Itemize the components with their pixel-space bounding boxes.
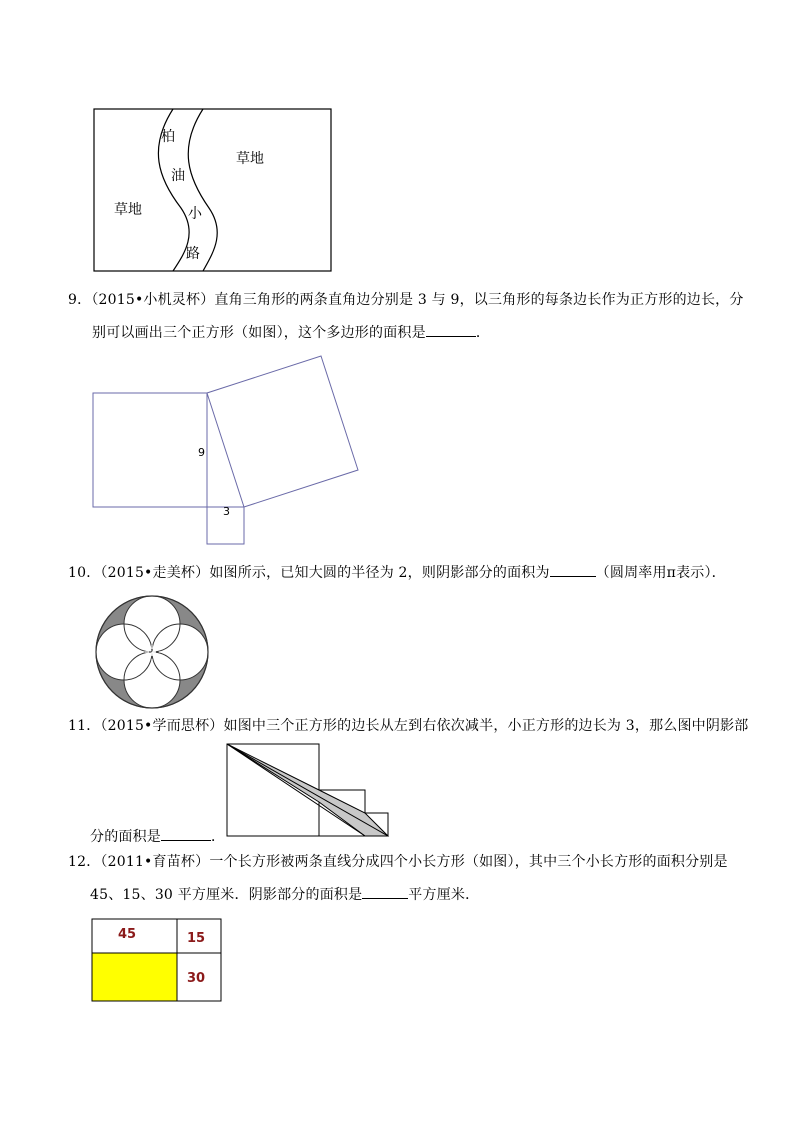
q11-end: ． (211, 829, 226, 845)
q9-line2 (92, 322, 490, 343)
q12-number: 12． (68, 854, 101, 870)
q12-line1 (68, 852, 728, 872)
q9-end: ． (475, 325, 491, 341)
cell-30: 30 (187, 971, 206, 986)
q11-line1 (68, 716, 748, 736)
grass-right-label: 草地 (236, 151, 264, 167)
q11-answer-blank[interactable] (161, 826, 211, 841)
q10-text: 如图所示，已知大圆的半径为 2，则阴影部分的面积为 (209, 565, 550, 581)
q12-source: （2011•育苗杯） (100, 854, 210, 870)
circle-figure (92, 592, 212, 712)
grass-left-label: 草地 (114, 202, 142, 218)
q12-text2a: 45、15、30 平方厘米．阴影部分的面积是 (90, 887, 363, 903)
squares-figure (90, 352, 365, 547)
q11-source: （2015•学而思杯） (100, 718, 224, 734)
q10-source: （2015•走美杯） (100, 565, 210, 581)
q10-tail: （圆周率用π表示）． (595, 565, 726, 581)
q11-line2 (90, 826, 225, 847)
cell-45: 45 (118, 927, 137, 942)
q12-text1: 一个长方形被两条直线分成四个小长方形（如图），其中三个小长方形的面积分别是 (209, 854, 728, 870)
q12-answer-blank[interactable] (362, 884, 408, 899)
label-3: 3 (223, 505, 230, 518)
road-char-2: 油 (171, 168, 185, 184)
road-char-1: 柏 (161, 129, 175, 145)
q9-answer-blank[interactable] (426, 322, 476, 337)
road-figure (93, 108, 333, 273)
large-left-square (93, 393, 207, 507)
road-char-3: 小 (188, 206, 202, 222)
q9-text2: 别可以画出三个正方形（如图），这个多边形的面积是 (92, 325, 426, 341)
hypotenuse-square (207, 356, 358, 507)
q11-number: 11． (68, 718, 101, 734)
q11-text1: 如图中三个正方形的边长从左到右依次减半，小正方形的边长为 3，那么图中阴影部 (223, 718, 749, 734)
rectangle-figure (91, 918, 223, 1004)
q11-text2: 分的面积是 (90, 829, 161, 845)
q12-text2b: 平方厘米． (408, 887, 480, 903)
shaded-rectangle (92, 953, 177, 1001)
cell-15: 15 (187, 931, 206, 946)
q9-text1: 直角三角形的两条直角边分别是 3 与 9，以三角形的每条边长作为正方形的边长，分 (214, 292, 744, 308)
q10-answer-blank[interactable] (550, 562, 596, 577)
q12-line2 (90, 884, 479, 905)
road-figure-frame (94, 109, 331, 271)
decreasing-squares-figure (226, 742, 391, 838)
road-char-4: 路 (186, 246, 200, 262)
q9-number: 9． (68, 292, 92, 308)
label-9: 9 (198, 446, 205, 459)
q9-line1 (68, 290, 744, 310)
q10-line (68, 562, 726, 583)
q9-source: （2015•小机灵杯） (91, 292, 215, 308)
q10-number: 10． (68, 565, 101, 581)
